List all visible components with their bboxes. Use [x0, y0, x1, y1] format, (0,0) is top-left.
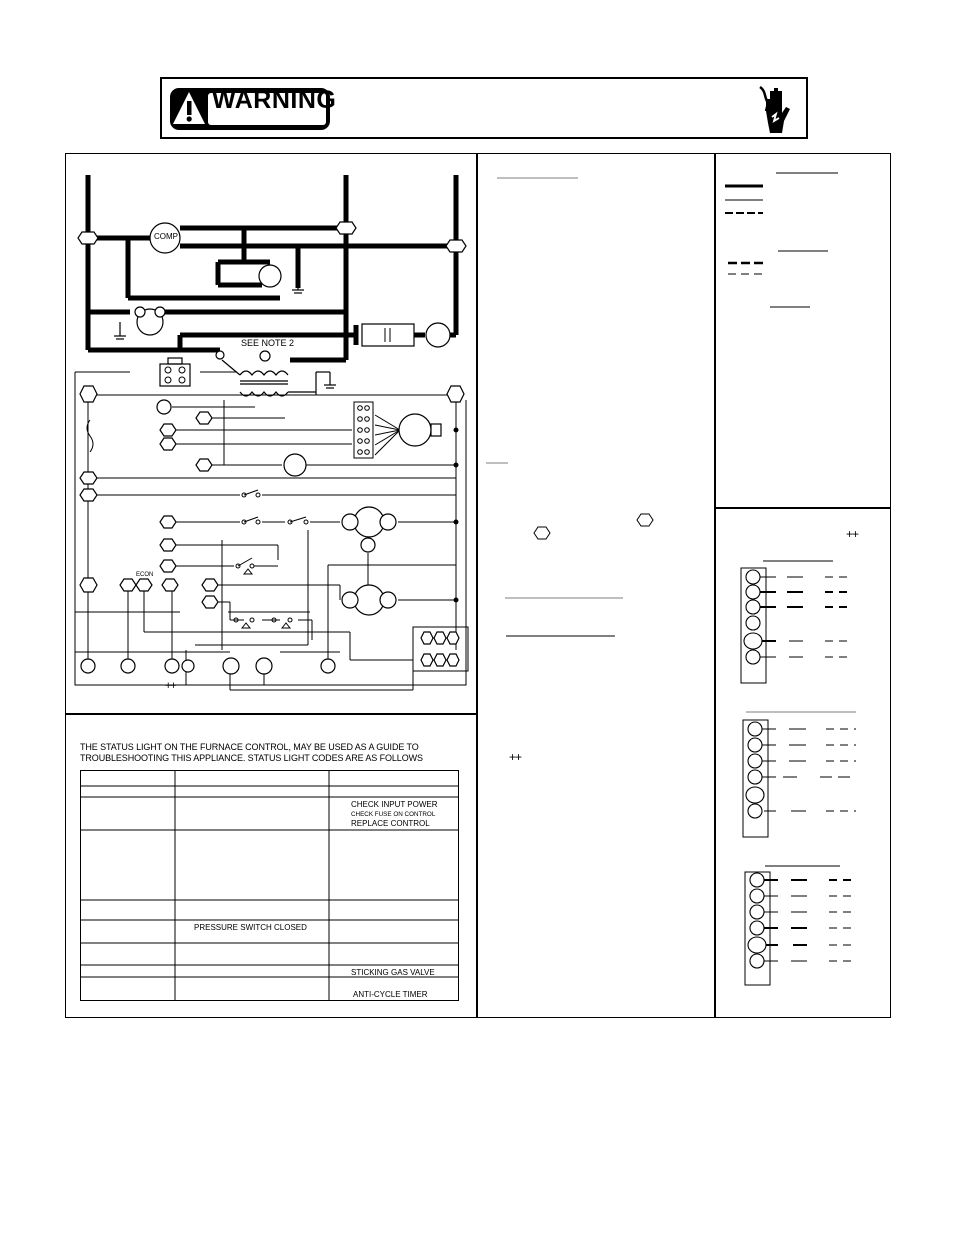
notes-double-plus-mark: ++: [509, 750, 522, 764]
status-replace-control: REPLACE CONTROL: [351, 819, 430, 828]
see-note-label: SEE NOTE 2: [241, 338, 295, 348]
status-anti-cycle-timer: ANTI-CYCLE TIMER: [353, 990, 428, 999]
status-sticking-gas-valve: STICKING GAS VALVE: [351, 968, 435, 977]
status-check-fuse: CHECK FUSE ON CONTROL: [351, 811, 436, 818]
status-intro: [80, 742, 460, 764]
status-pressure-switch-closed: PRESSURE SWITCH CLOSED: [194, 923, 307, 932]
schematic-double-plus-mark: ++: [165, 680, 176, 692]
status-intro-line-2: TROUBLESHOOTING THIS APPLIANCE. STATUS LIGHT CODES ARE AS FOLLOWS: [80, 753, 423, 763]
compressor-label: COMP: [154, 232, 178, 241]
legend-double-plus-mark: ++: [846, 527, 859, 541]
econ-label: ECON: [136, 572, 154, 578]
status-intro-line-1: THE STATUS LIGHT ON THE FURNACE CONTROL, MAY BE USED AS A GUIDE TO: [80, 742, 419, 752]
status-check-input-power: CHECK INPUT POWER: [351, 800, 438, 809]
warning-title: WARNING: [212, 86, 337, 114]
